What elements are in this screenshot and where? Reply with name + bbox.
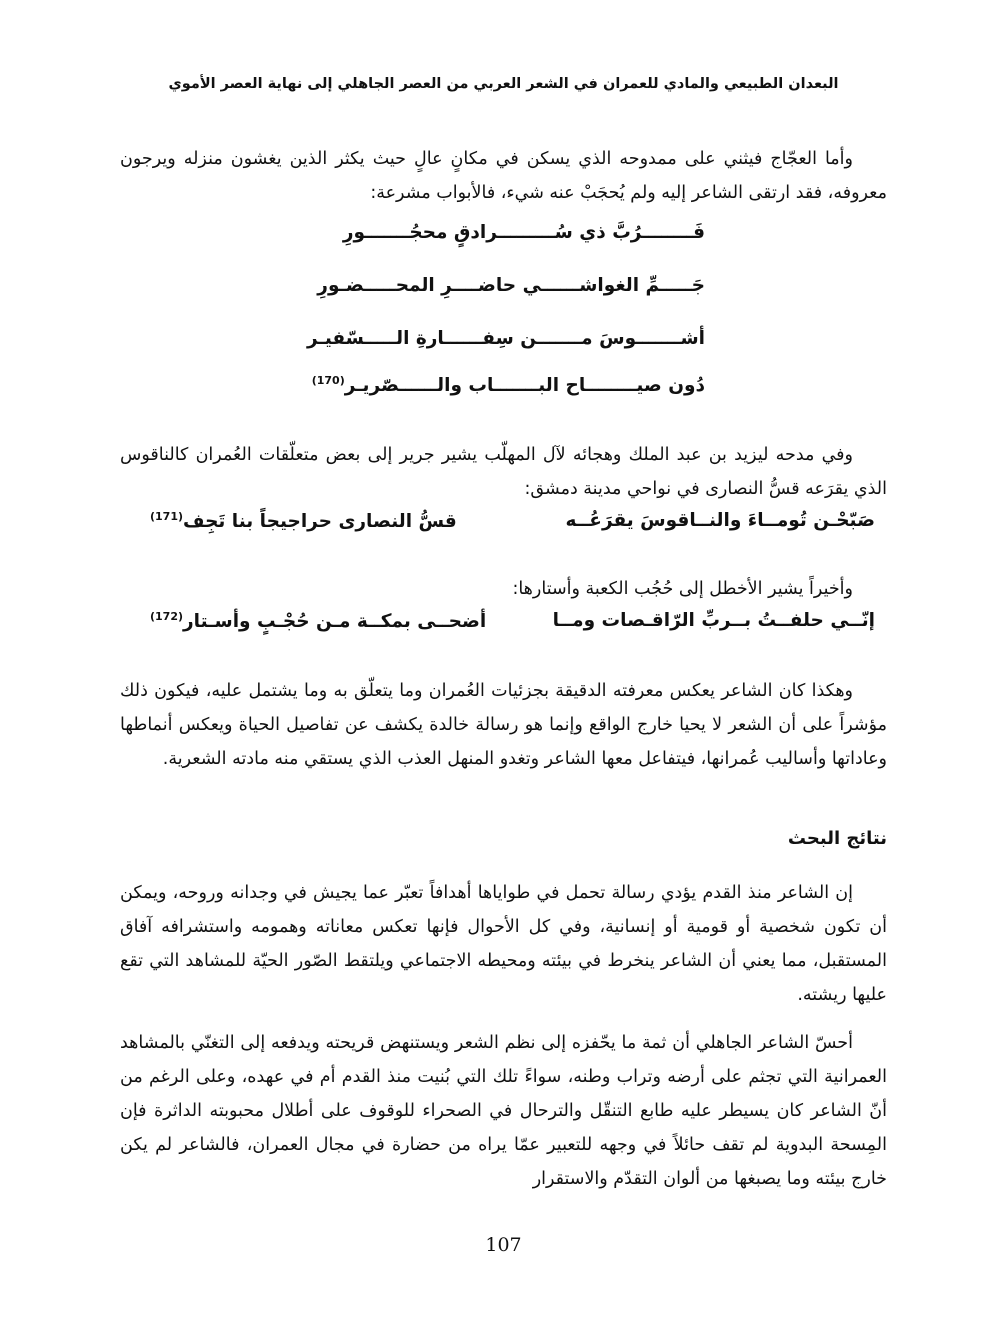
hemistich-second-text: قسُّ النصارى حراجيجاً بنا تَجِف [183,511,457,533]
paragraph-conclusion-text: وهكذا كان الشاعر يعكس معرفته الدقيقة بجزئيات العُمران وما يتعلّق به وما يشتمل عليه، فيكون ذلك مؤشراً على أن الشعر لا يحيا خارج الواقع وإنما هو رسالة خالدة يكشف عن تفاصيل الحياة ويعكس أنماطها وعاداتها وأساليب عُمرانها، فيتفاعل معها الشاعر وتغدو المنهل العذب الذي يستقي منه مادته الشعرية. [120,681,887,769]
footnote-ref: (172) [150,610,184,623]
paragraph-ajjaj [120,142,887,210]
hemistich-first: إنّــي حلفــتُ بــربِّ الرّاقـصات ومــا [552,610,875,631]
paragraph-jarir-text: وفي مدحه ليزيد بن عبد الملك وهجائه لآل المهلّب يشير جرير إلى بعض متعلّقات العُمران كالناقوس الذي يقرَعه قسُّ النصارى في نواحي مدينة دمشق: [120,445,887,499]
verse-line: فَــــــــرُبَّ ذي سُـــــــــرادقٍ محجُـــــــورِ [342,222,705,243]
verse-line: جَـــــمِّ الغواشــــــي حاضــــرِ المحـــــضـورِ [317,275,705,296]
paragraph-results-2-text: أحسّ الشاعر الجاهلي أن ثمة ما يحّفزه إلى نظم الشعر ويستنهض قريحته ويدفعه إلى التغنّي بالمشاهد العمرانية التي تجثم على أرضه وتراب وطنه، سواءً تلك التي بُنيت منذ القدم أم في عهده، وعلى الرغم من أنّ الشاعر كان يسيطر عليه طابع التنقّل والترحال في الصحراء للوقوف على أطلال محبوبته الداثرة فإن المِسحة البدوية لم تقف حائلاً في وجهه للتعبير عمّا يراه من حضارة في مجال العمران، فالشاعر لم يكن خارج بيئته وما يصبغها من ألوان التقدّم والاستقرار [120,1033,887,1189]
hemistich-first: صَبّحْـن تُومــاءَ والنــاقوسَ يقرَعُــه [565,510,875,531]
paragraph-akhtal [120,572,887,606]
footnote-ref: (170) [311,374,345,387]
paragraph-results-2 [120,1026,887,1196]
paragraph-jarir [120,438,887,506]
paragraph-ajjaj-text: وأما العجّاج فيثني على ممدوحه الذي يسكن في مكانٍ عالٍ حيث يكثر الذين يغشون منزله ويرجون معروفه، فقد ارتقى الشاعر إليه ولم يُحجَبْ عنه شيء، فالأبواب مشرعة: [120,149,887,203]
verse-line-text: دُون صيــــــــاح البـــــــاب والــــــصّريـر [344,375,705,397]
hemistich-second-text: أضحــى بمكــة مـن حُجْـبٍ وأسـتار [183,611,487,633]
paragraph-akhtal-text: وأخيراً يشير الأخطل إلى حُجُب الكعبة وأستارها: [512,579,853,599]
running-header: البعدان الطبيعي والمادي للعمران في الشعر العربي من العصر الجاهلي إلى نهاية العصر الأموي [168,76,839,92]
section-heading: نتائج البحث [787,828,887,849]
hemistich-second [150,510,457,532]
paragraph-results-1-text: إن الشاعر منذ القدم يؤدي رسالة تحمل في طواياها أهدافاً تعبّر عما يجيش في وجدانه وروحه، ويمكن أن تكون شخصية أو قومية أو إنسانية، وفي كل الأحوال فإنها تعكس معاناته وهمومه واستشرافه آفاق المستقبل، مما يعني أن الشاعر ينخرط في بيئته ومحيطه الاجتماعي ويلتقط الصّور الحيّة للمشاهد التي تقع عليها ريشته. [120,883,887,1005]
verse-line [312,374,705,396]
page-number: 107 [485,1234,522,1256]
hemistich-second [150,610,486,632]
paragraph-conclusion [120,674,887,776]
paragraph-results-1 [120,876,887,1012]
verse-line: أشـــــــوسَ مـــــــن سِفــــــارةِ الـــــسّفيـر [306,328,705,349]
footnote-ref: (171) [150,510,184,523]
